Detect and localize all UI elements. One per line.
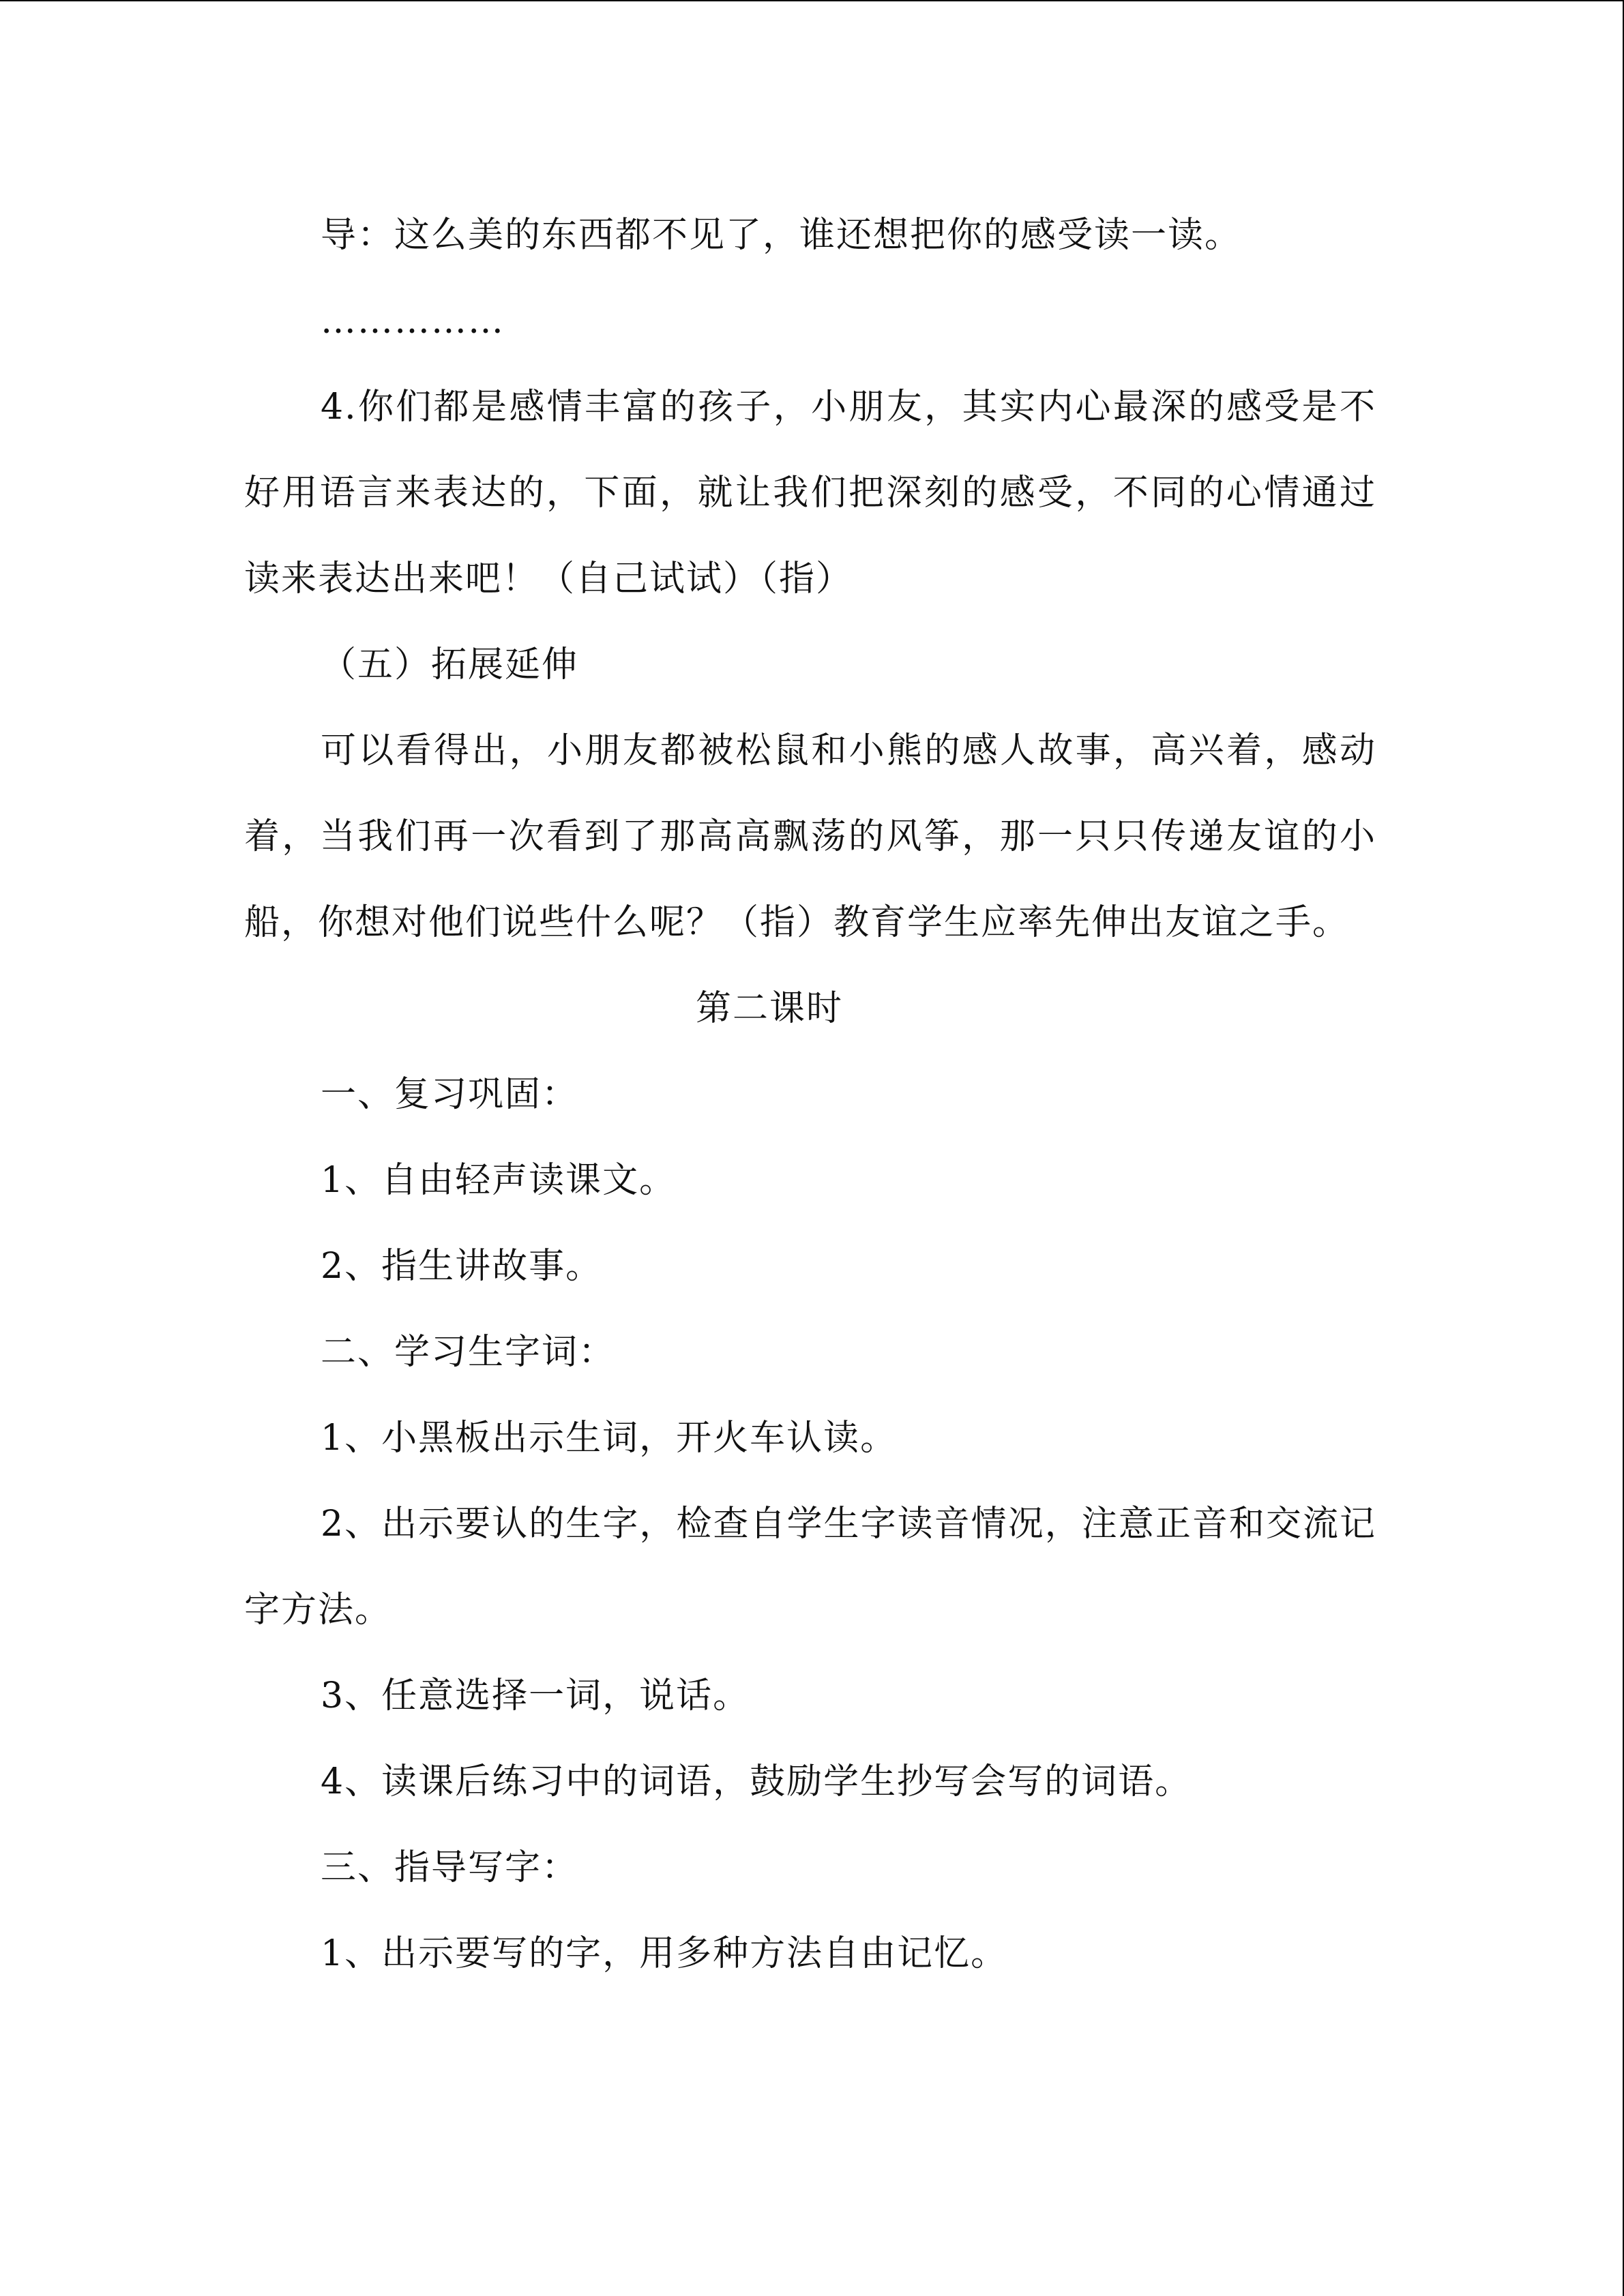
document-body <box>244 192 1376 1997</box>
list-item: 4、读课后练习中的词语，鼓励学生抄写会写的词语。 <box>321 1761 1192 1802</box>
list-item: 1、自由轻声读课文。 <box>321 1160 677 1201</box>
section-heading: （五）拓展延伸 <box>321 644 579 685</box>
ellipsis-line: …………… <box>321 301 505 342</box>
section-heading: 三、指导写字： <box>321 1847 579 1888</box>
list-item: 1、出示要写的字，用多种方法自由记忆。 <box>321 1933 1008 1974</box>
list-item: 2、出示要认的生字，检查自学生字读音情况，注意正音和交流记字方法。 <box>244 1504 1376 1630</box>
text-line: 导：这么美的东西都不见了，谁还想把你的感受读一读。 <box>321 215 1242 256</box>
section-heading: 一、复习巩固： <box>321 1074 579 1115</box>
list-item: 1、小黑板出示生词，开火车认读。 <box>321 1418 898 1459</box>
section-heading: 二、学习生字词： <box>321 1332 616 1373</box>
list-item: 3、任意选择一词，说话。 <box>321 1675 750 1716</box>
lesson-title: 第二课时 <box>695 988 843 1029</box>
paragraph: 可以看得出，小朋友都被松鼠和小熊的感人故事，高兴着，感动着，当我们再一次看到了那高高飘荡的风筝，那一只只传递友谊的小船，你想对他们说些什么呢？（指）教育学生应率先伸出友谊之手。 <box>244 730 1376 943</box>
list-item: 2、指生讲故事。 <box>321 1246 603 1287</box>
paragraph: 4.你们都是感情丰富的孩子，小朋友，其实内心最深的感受是不好用语言来表达的，下面，就让我们把深刻的感受，不同的心情通过读来表达出来吧！（自己试试）（指） <box>244 387 1376 599</box>
